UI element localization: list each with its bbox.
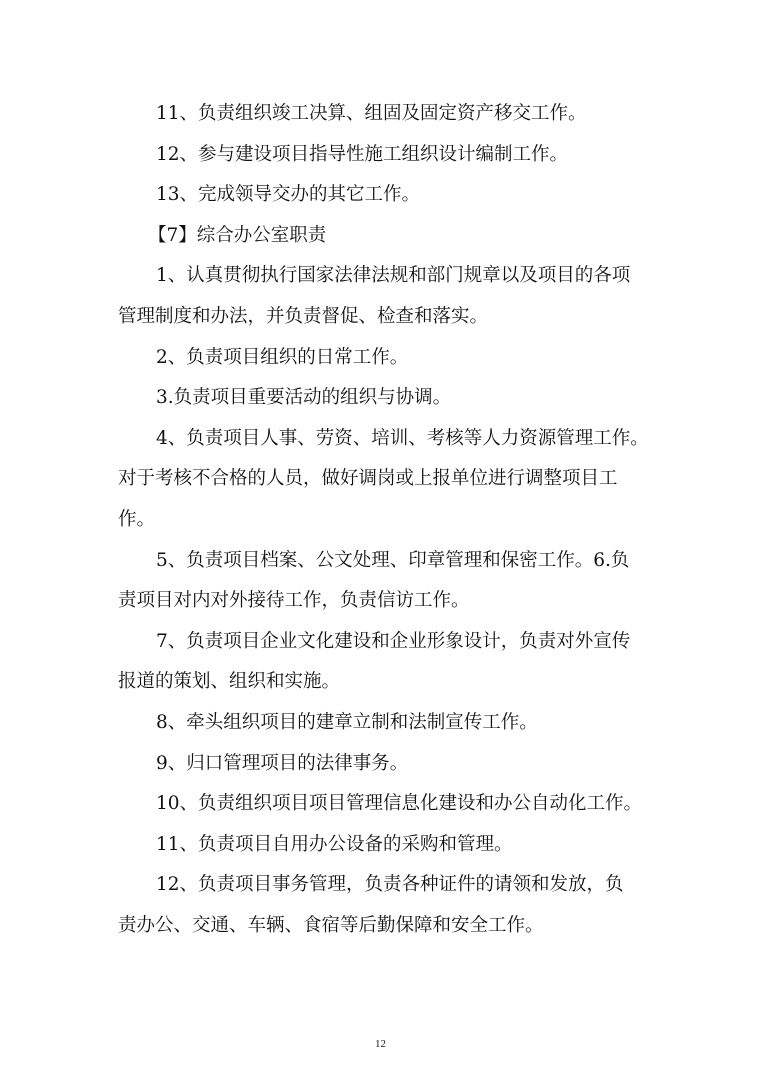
paragraph-line: 5、负责项目档案、公文处理、印章管理和保密工作。6.负 [156, 549, 630, 571]
paragraph-line: 1、认真贯彻执行国家法律法规和部门规章以及项目的各项 [156, 265, 631, 287]
document-body [118, 94, 648, 946]
paragraph-line: 11、负责组织竣工决算、组固及固定资产移交工作。 [156, 103, 587, 124]
paragraph-line: 对于考核不合格的人员，做好调岗或上报单位进行调整项目工 [118, 468, 618, 490]
section-heading: 【7】综合办公室职责 [148, 224, 327, 246]
paragraph-line: 作。 [118, 508, 156, 530]
paragraph-line: 责办公、交通、车辆、食宿等后勤保障和安全工作。 [118, 914, 544, 936]
paragraph-line: 2、负责项目组织的日常工作。 [156, 346, 409, 368]
paragraph-line: 责项目对内对外接待工作，负责信访工作。 [118, 590, 470, 612]
paragraph-line: 11、负责项目自用办公设备的采购和管理。 [156, 833, 513, 855]
page-number: 12 [375, 1038, 386, 1050]
paragraph-line: 4、负责项目人事、劳资、培训、考核等人力资源管理工作。 [156, 427, 649, 449]
paragraph-line: 9、归口管理项目的法律事务。 [156, 752, 409, 774]
paragraph-line: 12、负责项目事务管理，负责各种证件的请领和发放，负 [156, 874, 624, 896]
paragraph-line: 12、参与建设项目指导性施工组织设计编制工作。 [156, 143, 569, 165]
paragraph-line: 7、负责项目企业文化建设和企业形象设计，负责对外宣传 [156, 630, 631, 652]
paragraph-line: 报道的策划、组织和实施。 [118, 671, 341, 693]
paragraph-line: 3.负责项目重要活动的组织与协调。 [156, 387, 452, 409]
paragraph-line: 8、牵头组织项目的建章立制和法制宣传工作。 [156, 711, 538, 733]
paragraph-line: 13、完成领导交办的其它工作。 [156, 184, 421, 206]
paragraph-line: 10、负责组织项目项目管理信息化建设和办公自动化工作。 [156, 793, 643, 815]
paragraph-line: 管理制度和办法，并负责督促、检查和落实。 [118, 305, 489, 327]
